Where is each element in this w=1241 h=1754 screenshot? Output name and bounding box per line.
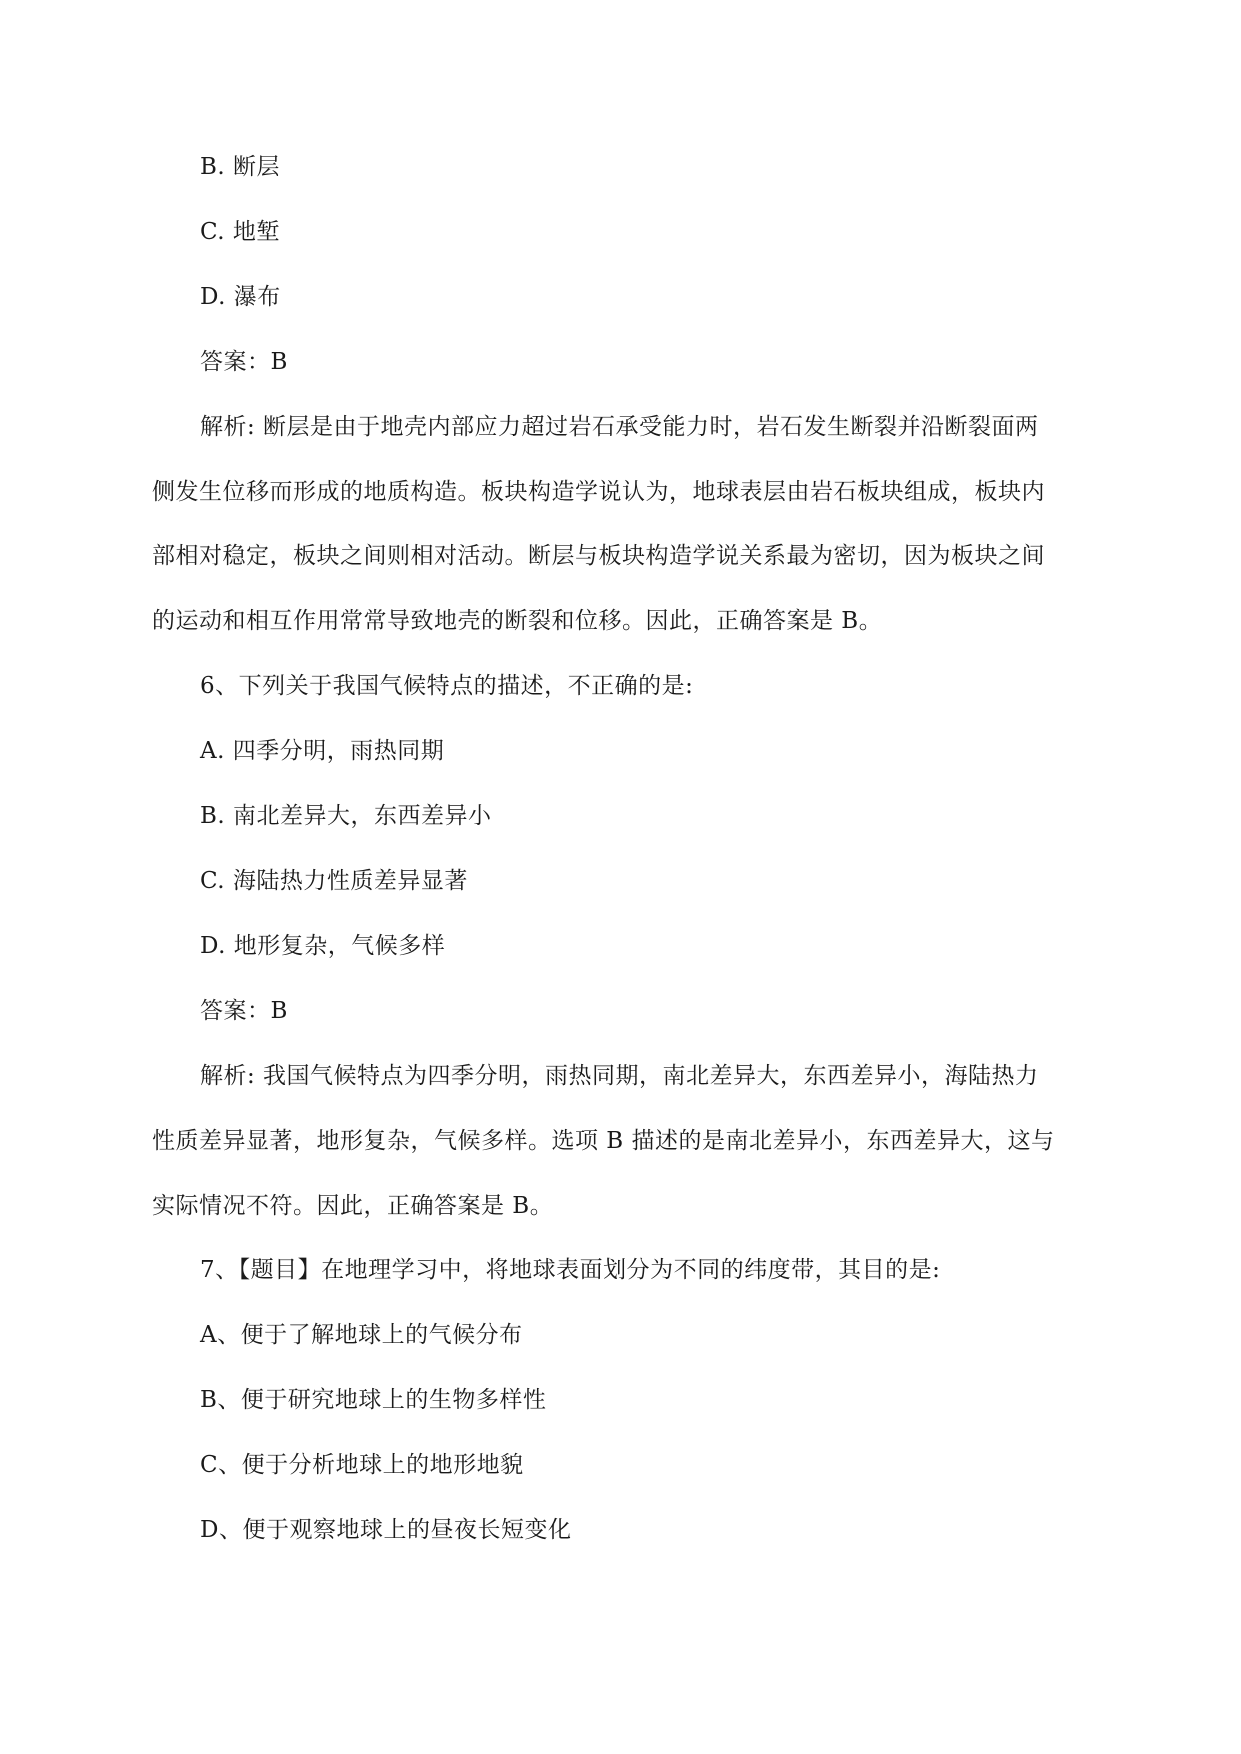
q6-question: 6、下列关于我国气候特点的描述，不正确的是: bbox=[200, 673, 694, 699]
q5-analysis-line: 侧发生位移而形成的地质构造。板块构造学说认为，地球表层由岩石板块组成，板块内 bbox=[152, 479, 1045, 505]
q7-option-d: D、便于观察地球上的昼夜长短变化 bbox=[200, 1517, 572, 1543]
q6-answer: 答案：B bbox=[200, 998, 288, 1024]
q5-analysis-line: 的运动和相互作用常常导致地壳的断裂和位移。因此，正确答案是 B。 bbox=[152, 608, 883, 634]
q6-analysis-line: 实际情况不符。因此，正确答案是 B。 bbox=[152, 1193, 554, 1219]
q5-option-c: C. 地堑 bbox=[200, 219, 280, 245]
q6-option-d: D. 地形复杂，气候多样 bbox=[200, 933, 446, 959]
q5-option-d: D. 瀑布 bbox=[200, 284, 281, 310]
q7-option-b: B、便于研究地球上的生物多样性 bbox=[200, 1387, 547, 1413]
q7-option-c: C、便于分析地球上的地形地貌 bbox=[200, 1452, 524, 1478]
q5-analysis-line: 解析: 断层是由于地壳内部应力超过岩石承受能力时，岩石发生断裂并沿断裂面两 bbox=[200, 414, 1039, 440]
q6-analysis-line: 解析: 我国气候特点为四季分明，雨热同期，南北差异大，东西差异小，海陆热力 bbox=[200, 1063, 1039, 1089]
q6-analysis-line: 性质差异显著，地形复杂，气候多样。选项 B 描述的是南北差异小，东西差异大，这与 bbox=[152, 1128, 1055, 1154]
q6-option-c: C. 海陆热力性质差异显著 bbox=[200, 868, 468, 894]
q5-option-b: B. 断层 bbox=[200, 154, 281, 180]
q7-option-a: A、便于了解地球上的气候分布 bbox=[200, 1322, 523, 1348]
q6-option-b: B. 南北差异大，东西差异小 bbox=[200, 803, 492, 829]
q6-option-a: A. 四季分明，雨热同期 bbox=[200, 738, 445, 764]
q5-answer: 答案：B bbox=[200, 349, 288, 375]
q7-question: 7、【题目】在地理学习中，将地球表面划分为不同的纬度带，其目的是: bbox=[200, 1257, 941, 1283]
q5-analysis-line: 部相对稳定，板块之间则相对活动。断层与板块构造学说关系最为密切，因为板块之间 bbox=[152, 543, 1045, 569]
